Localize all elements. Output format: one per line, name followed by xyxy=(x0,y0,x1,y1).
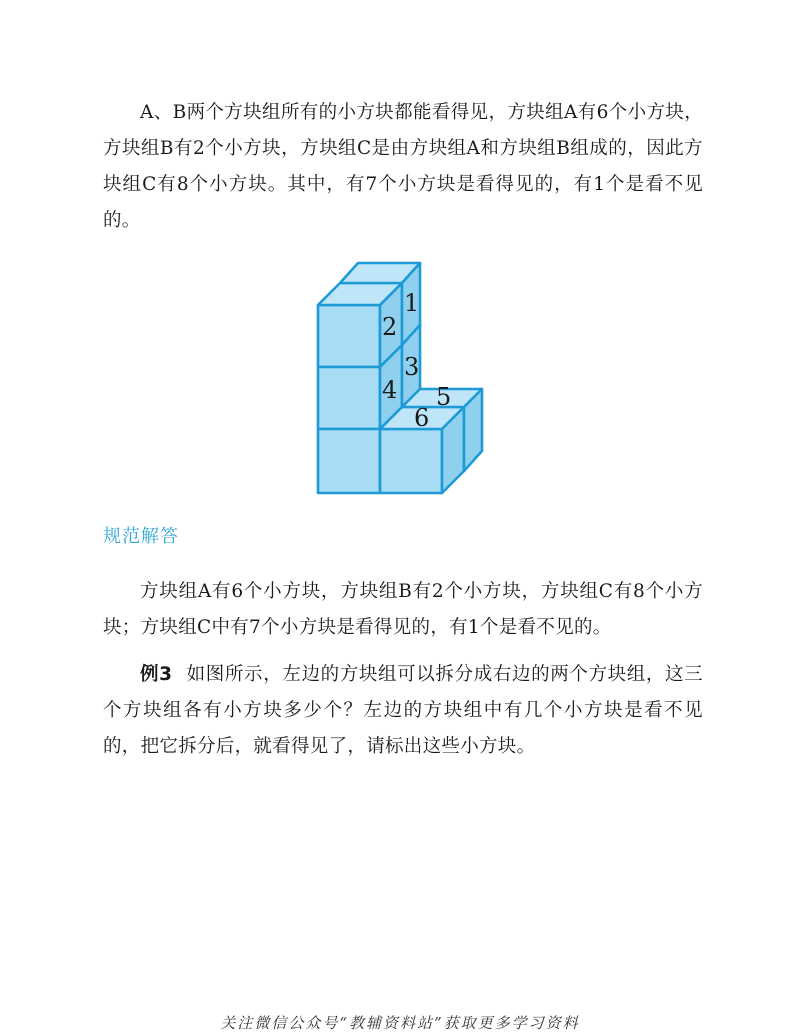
example-label: 例3 xyxy=(140,664,173,685)
cube-front-bottom-left xyxy=(318,429,380,493)
cube-label-4: 4 xyxy=(382,376,398,404)
footer-note: 关注微信公众号“教辅资料站”获取更多学习资料 xyxy=(220,1014,580,1032)
example-paragraph xyxy=(103,657,703,765)
cube-label-2: 2 xyxy=(382,313,398,341)
example-text: 如图所示，左边的方块组可以拆分成右边的两个方块组，这三个方块组各有小方块多少个？左边的方块组中有几个小方块是看不见的，把它拆分后，就看得见了，请标出这些小方块。 xyxy=(103,664,703,757)
cube-label-1: 1 xyxy=(404,289,420,317)
cube-front-top xyxy=(318,305,380,367)
section-heading-standard-answer: 规范解答 xyxy=(103,526,179,547)
cube-label-5: 5 xyxy=(436,383,452,411)
explanation-paragraph: A、B两个方块组所有的小方块都能看得见，方块组A有6个小方块，方块组B有2个小方块，方块组C是由方块组A和方块组B组成的，因此方块组C有8个小方块。其中，有7个小方块是看得见的，有1个是看不见的。 xyxy=(103,102,703,231)
cube-stack-figure xyxy=(300,255,500,500)
cube-stack-diagram xyxy=(300,255,500,500)
cube-front-middle xyxy=(318,367,380,429)
cube-label-6: 6 xyxy=(414,404,430,432)
cube-label-3: 3 xyxy=(404,353,420,381)
answer-paragraph: 方块组A有6个小方块，方块组B有2个小方块，方块组C有8个小方块；方块组C中有7个小方块是看得见的，有1个是看不见的。 xyxy=(103,581,703,638)
cube-front-bottom-right xyxy=(380,429,442,493)
